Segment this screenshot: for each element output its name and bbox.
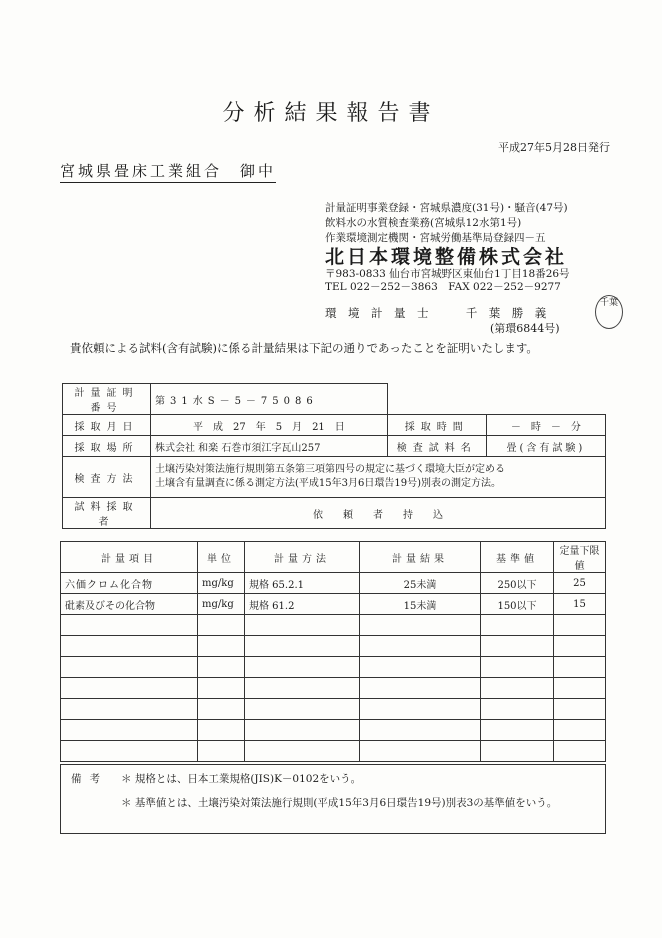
sampling-date-label: 採取月日 (63, 415, 151, 436)
row-result: 15未満 (360, 594, 481, 615)
addressee: 宮城県畳床工業組合 御中 (60, 160, 276, 183)
empty-row (61, 699, 606, 720)
row-unit: mg/kg (198, 594, 245, 615)
method-line: 土壌汚染対策法施行規則第五条第三項第四号の規定に基づく環境大臣が定める (155, 464, 505, 475)
table-row (61, 573, 606, 594)
sampling-time-value: － 時 － 分 (486, 415, 605, 436)
header-result: 計量結果 (360, 542, 481, 573)
header-standard: 基準値 (481, 542, 554, 573)
cert-no-label: 計量証明番号 (63, 384, 151, 415)
report-title: 分析結果報告書 (222, 101, 440, 126)
row-method: 規格 61.2 (245, 594, 360, 615)
empty-row (61, 657, 606, 678)
row-unit: mg/kg (198, 573, 245, 594)
measurer-line (325, 306, 615, 321)
empty-row (61, 636, 606, 657)
sampling-place-value: 株式会社 和楽 石巻市須江字瓦山257 (151, 436, 388, 457)
measurer-number: (第環6844号) (490, 322, 560, 335)
results-table (60, 541, 606, 762)
measurer-seal: 千葉 (595, 295, 623, 329)
sampler-value: 依 頼 者 持 込 (151, 498, 606, 529)
method-value (151, 457, 606, 498)
registration-line: 作業環境測定機関・宮城労働基準局登録四－五 (325, 232, 546, 244)
note-jis: ＊ 規格とは、日本工業規格(JIS)K－0102をいう。 (121, 773, 362, 785)
sample-info-table (62, 383, 606, 529)
issue-date: 平成27年5月28日発行 (498, 141, 610, 154)
sampling-place-label: 採取場所 (63, 436, 151, 457)
notes-box (60, 764, 606, 834)
method-label: 検査方法 (63, 457, 151, 498)
sampling-date-value: 平 成 27 年 5 月 21 日 (151, 415, 388, 436)
empty-row (61, 741, 606, 762)
company-tel-fax: TEL 022－252－3863 FAX 022－252－9277 (325, 281, 561, 293)
method-line: 土壌含有量調査に係る測定方法(平成15年3月6日環告19号)別表の測定方法。 (155, 478, 501, 489)
row-result: 25未満 (360, 573, 481, 594)
header-unit: 単位 (198, 542, 245, 573)
empty-row (61, 720, 606, 741)
sampling-time-label: 採取時間 (387, 415, 486, 436)
row-standard: 150以下 (481, 594, 554, 615)
empty-row (61, 678, 606, 699)
registration-line: 飲料水の水質検査業務(宮城県12水第1号) (325, 217, 522, 229)
row-limit: 25 (554, 573, 606, 594)
company-name: 北日本環境整備株式会社 (325, 246, 568, 268)
cert-no-value: 第31水S－5－75086 (151, 384, 388, 415)
issuer-block (325, 201, 615, 336)
notes-label: 備考 (71, 773, 108, 785)
header-method: 計量方法 (245, 542, 360, 573)
table-row (61, 594, 606, 615)
row-method: 規格 65.2.1 (245, 573, 360, 594)
sample-name-value: 畳(含有試験) (486, 436, 605, 457)
registration-line: 計量証明事業登録・宮城県濃度(31号)・騒音(47号) (325, 202, 568, 214)
measurer-title: 環 境 計 量 士 (325, 306, 429, 320)
row-standard: 250以下 (481, 573, 554, 594)
measurer-name: 千 葉 勝 義 (465, 306, 547, 320)
sample-name-label: 検査試料名 (387, 436, 486, 457)
row-item: 砒素及びその化合物 (61, 594, 198, 615)
certification-statement: 貴依頼による試料(含有試験)に係る計量結果は下記の通りであったことを証明いたします。 (70, 341, 538, 355)
company-address: 〒983-0833 仙台市宮城野区東仙台1丁目18番26号 (325, 268, 570, 280)
sampler-label: 試料採取者 (63, 498, 151, 529)
note-standard: ＊ 基準値とは、土壌汚染対策法施行規則(平成15年3月6日環告19号)別表3の基準値をいう。 (121, 797, 558, 809)
empty-row (61, 615, 606, 636)
row-limit: 15 (554, 594, 606, 615)
row-item: 六価クロム化合物 (61, 573, 198, 594)
header-limit: 定量下限値 (554, 542, 606, 573)
header-item: 計量項目 (61, 542, 198, 573)
